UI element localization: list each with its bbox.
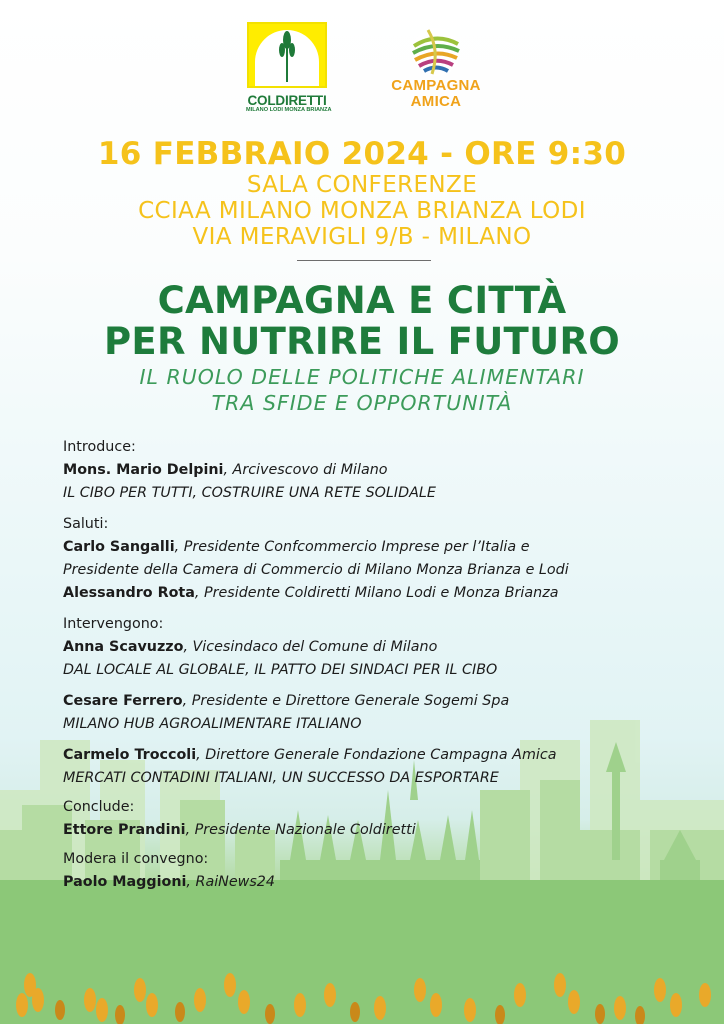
speaker-topic: MILANO HUB AGROALIMENTARE ITALIANO [63, 716, 362, 732]
section-label-saluti: Saluti: [63, 516, 109, 532]
speaker-role: , Arcivescovo di Milano [223, 462, 388, 478]
event-date: 16 FEBBRAIO 2024 - ORE 9:30 [97, 136, 627, 172]
program [63, 436, 683, 894]
subtitle-line: IL RUOLO DELLE POLITICHE ALIMENTARI [139, 365, 585, 389]
speaker-name: Carmelo Troccoli [63, 747, 197, 763]
speaker-topic: IL CIBO PER TUTTI, COSTRUIRE UNA RETE SOLIDALE [63, 485, 436, 501]
speaker-line [63, 819, 683, 842]
speaker-role: , RaiNews24 [186, 874, 276, 890]
subtitle-line: TRA SFIDE E OPPORTUNITÀ [211, 391, 513, 415]
title-line: CAMPAGNA E CITTÀ [157, 279, 567, 322]
venue-line: CCIAA MILANO MONZA BRIANZA LODI [138, 198, 586, 224]
speaker-name: Carlo Sangalli [63, 539, 175, 555]
speaker-role: , Presidente Coldiretti Milano Lodi e Monza Brianza [194, 585, 559, 601]
speaker-line [63, 744, 683, 767]
coldiretti-emblem [247, 22, 327, 88]
speaker-line [63, 459, 683, 482]
campagna-amica-logo [384, 26, 488, 110]
speaker-role: , Vicesindaco del Comune di Milano [183, 639, 438, 655]
event-subtitle [0, 364, 724, 416]
coldiretti-logo [246, 22, 332, 114]
section-label-introduce: Introduce: [63, 439, 136, 455]
speaker-role: , Direttore Generale Fondazione Campagna Amica [196, 747, 557, 763]
speaker-role: , Presidente Nazionale Coldiretti [185, 822, 416, 838]
speaker-name: Alessandro Rota [63, 585, 195, 601]
speaker-role: , Presidente Confcommercio Imprese per l’Italia e [174, 539, 530, 555]
speaker-line [63, 582, 683, 605]
yarn-ball-icon [410, 26, 462, 78]
speaker-role-cont: Presidente della Camera di Commercio di Milano Monza Brianza e Lodi [63, 562, 569, 578]
speaker-line [63, 536, 683, 559]
speaker-name: Cesare Ferrero [63, 693, 183, 709]
campagna-amica-line2: AMICA [410, 93, 462, 110]
speaker-topic: DAL LOCALE AL GLOBALE, IL PATTO DEI SINDACI PER IL CIBO [63, 662, 498, 678]
title-line: PER NUTRIRE IL FUTURO [104, 320, 620, 363]
speaker-role: , Presidente e Direttore Generale Sogemi Spa [182, 693, 510, 709]
speaker-name: Ettore Prandini [63, 822, 186, 838]
speaker-name: Mons. Mario Delpini [63, 462, 224, 478]
event-venue [0, 172, 724, 250]
event-title [0, 280, 724, 362]
speaker-line [63, 690, 683, 713]
section-label-conclude: Conclude: [63, 799, 135, 815]
speaker-name: Paolo Maggioni [63, 874, 187, 890]
divider [297, 260, 431, 261]
speaker-topic: MERCATI CONTADINI ITALIANI, UN SUCCESSO DA ESPORTARE [63, 770, 499, 786]
speaker-line [63, 636, 683, 659]
speaker-name: Anna Scavuzzo [63, 639, 184, 655]
speaker-line [63, 871, 683, 894]
venue-line: SALA CONFERENZE [246, 172, 478, 198]
wheat-icon [275, 30, 299, 82]
venue-line: VIA MERAVIGLI 9/B - MILANO [192, 224, 532, 250]
section-label-modera: Modera il convegno: [63, 851, 209, 867]
coldiretti-sub: MILANO LODI MONZA BRIANZA [246, 107, 332, 113]
coldiretti-name: COLDIRETTI [247, 93, 327, 108]
campagna-amica-line1: CAMPAGNA [391, 77, 481, 94]
section-label-intervengono: Intervengono: [63, 616, 164, 632]
